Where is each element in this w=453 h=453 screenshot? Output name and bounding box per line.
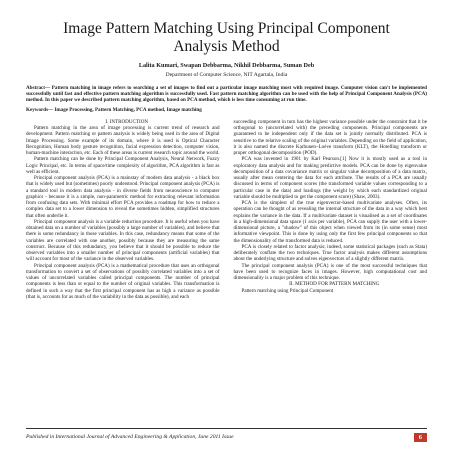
paragraph: PCA was invented in 1901 by Karl Pearson.[1] Now it is mostly used as a tool in exploratory data analysis and for making predictive models. PCA can be done by eigenvalue decomposition of a data covariance matrix or singular value decomposition of a data matrix, usually after mean centering the data for each attribute. The results of a PCA are usually discussed in terms of component scores (the transformed variable values corresponding to a particular case in the data) and loadings (the weight by which each standardized original variable should be multiplied to get the component score) (Shaw, 2003). — [233, 156, 427, 200]
page-number: 6 — [414, 433, 427, 442]
section-heading-method: II. METHOD FOR PATTERN MATCHING — [289, 281, 380, 288]
title-line-1: Image Pattern Matching Using Principal Component — [63, 20, 390, 37]
title-line-2: Analysis Method — [173, 38, 280, 55]
paper-title — [26, 0, 427, 56]
body-columns — [26, 119, 427, 300]
paragraph: Principal component analysis is a variable reduction procedure. It is useful when you have obtained data on a number of variables (possibly a large number of variables), and believe that there is some redundancy in those variables. In this case, redundancy means that some of the variables are correlated with one another, possibly because they are measuring the same construct. Because of this redundancy, you believe that it should be possible to reduce the observed variables into a smaller number of principal components (artificial variables) that will account for most of the variance in the observed variables. — [26, 218, 220, 263]
authors: Lalita Kumari, Swapan Debbarma, Nikhil Debbarma, Suman Deb — [138, 62, 315, 69]
paragraph: Pattern matching in the area of image processing is current trend of research and development. Pattern matching or pattern analysis is widely being used in the area of Digital Image Processing. Some example of its domain, where it is used is Optical Character Recognition, Human body gesture recognition, facial expression detection, computer vision, human-machine interaction, etc. Each of these areas is current research topic around the world. — [26, 125, 220, 157]
footer-publication-text: Published in International Journal of Advanced Engineering & Application, June 2011 Issue — [26, 434, 234, 440]
left-column — [26, 119, 220, 300]
paragraph: succeeding component in turn has the highest variance possible under the constraint that it be orthogonal to (uncorrelated with) the preceding components. Principal components are guaranteed to be independent only if the data set is jointly normally distributed. PCA is sensitive to the relative scaling of the original variables. Depending on the field of application, it is also named the discrete Karhunen–Loève transform (KLT), the Hotelling transform or proper orthogonal decomposition (POD). — [233, 118, 427, 157]
paragraph: The principal component analysis (PCA) is one of the most successful techniques that have been used to recognize faces in images. However, high computational cost and dimensionality is a major problem of this technique. — [233, 262, 427, 282]
section-heading-introduction: I. INTRODUCTION — [105, 118, 149, 125]
paragraph: PCA is the simplest of the true eigenvector-based multivariate analyses. Often, its operation can be thought of as revealing the internal structure of the data in a way which best explains the variance in the data. If a multivariate dataset is visualised as a set of coordinates in a high-dimensional data space (1 axis per variable), PCA can supply the user with a lower-dimensional picture, a "shadow" of this object when viewed from its (in some sense) most informative viewpoint. This is done by using only the first few principal components so that the dimensionality of the transformed data is reduced. — [233, 200, 427, 244]
paragraph: PCA is closely related to factor analysis; indeed, some statistical packages (such as Stata) deliberately conflate the two techniques. True factor analysis makes different assumptions about the underlying structure and solves eigenvectors of a slightly different matrix. — [233, 243, 427, 263]
right-column — [234, 119, 428, 300]
paragraph: Pattern matching can be done by Principal Component Analysis, Neural Network, Fuzzy Logic Principal, etc. In terms of space/time complexity of algorithm, PCA algorithm is fast as well as efficient. — [26, 156, 220, 175]
paragraph: Pattern matching using Principal Component — [241, 287, 334, 294]
paragraph: Principal component analysis (PCA) is a mainstay of modern data analysis - a black box that is widely used but (sometimes) poorly understood. Principal component analysis (PCA) is a standard tool in modern data analysis - in diverse fields from neuroscience to computer graphics - because it is a simple, non-parametric method for extracting relevant information from confusing data sets. With minimal effort PCA provides a roadmap for how to reduce a complex data set to a lower dimension to reveal the sometimes hidden, simplified structures that often underlie it. — [26, 175, 220, 219]
affiliation: Department of Computer Science, NIT Agartala, India — [165, 72, 288, 78]
page-footer — [26, 428, 427, 443]
keywords: Keywords— Image Processing, Pattern Matching, PCA method, Image matching — [26, 106, 202, 113]
abstract: Abstract— Pattern matching in image refers to searching a set of images to find out a particular image matching most with required image. Computer vision can't be implemented successfully until fast and effective pattern matching algorithm is successfully used. Fast pattern matching algorithm can be used with the help of Principal Component Analysis (PCA) method. In this paper we described pattern matching algorithm, based on PCA method, which is less time consuming at run time. — [26, 85, 427, 104]
paragraph: Principal component analysis (PCA) is a mathematical procedure that uses an orthogonal transformation to convert a set of observations of possibly correlated variables into a set of values of uncorrelated variables called principal components. The number of principal components is less than or equal to the number of original variables. This transformation is defined in such a way that the first principal component has as high a variance as possible (that is, accounts for as much of the variability in the data as possible), and each — [26, 262, 220, 300]
